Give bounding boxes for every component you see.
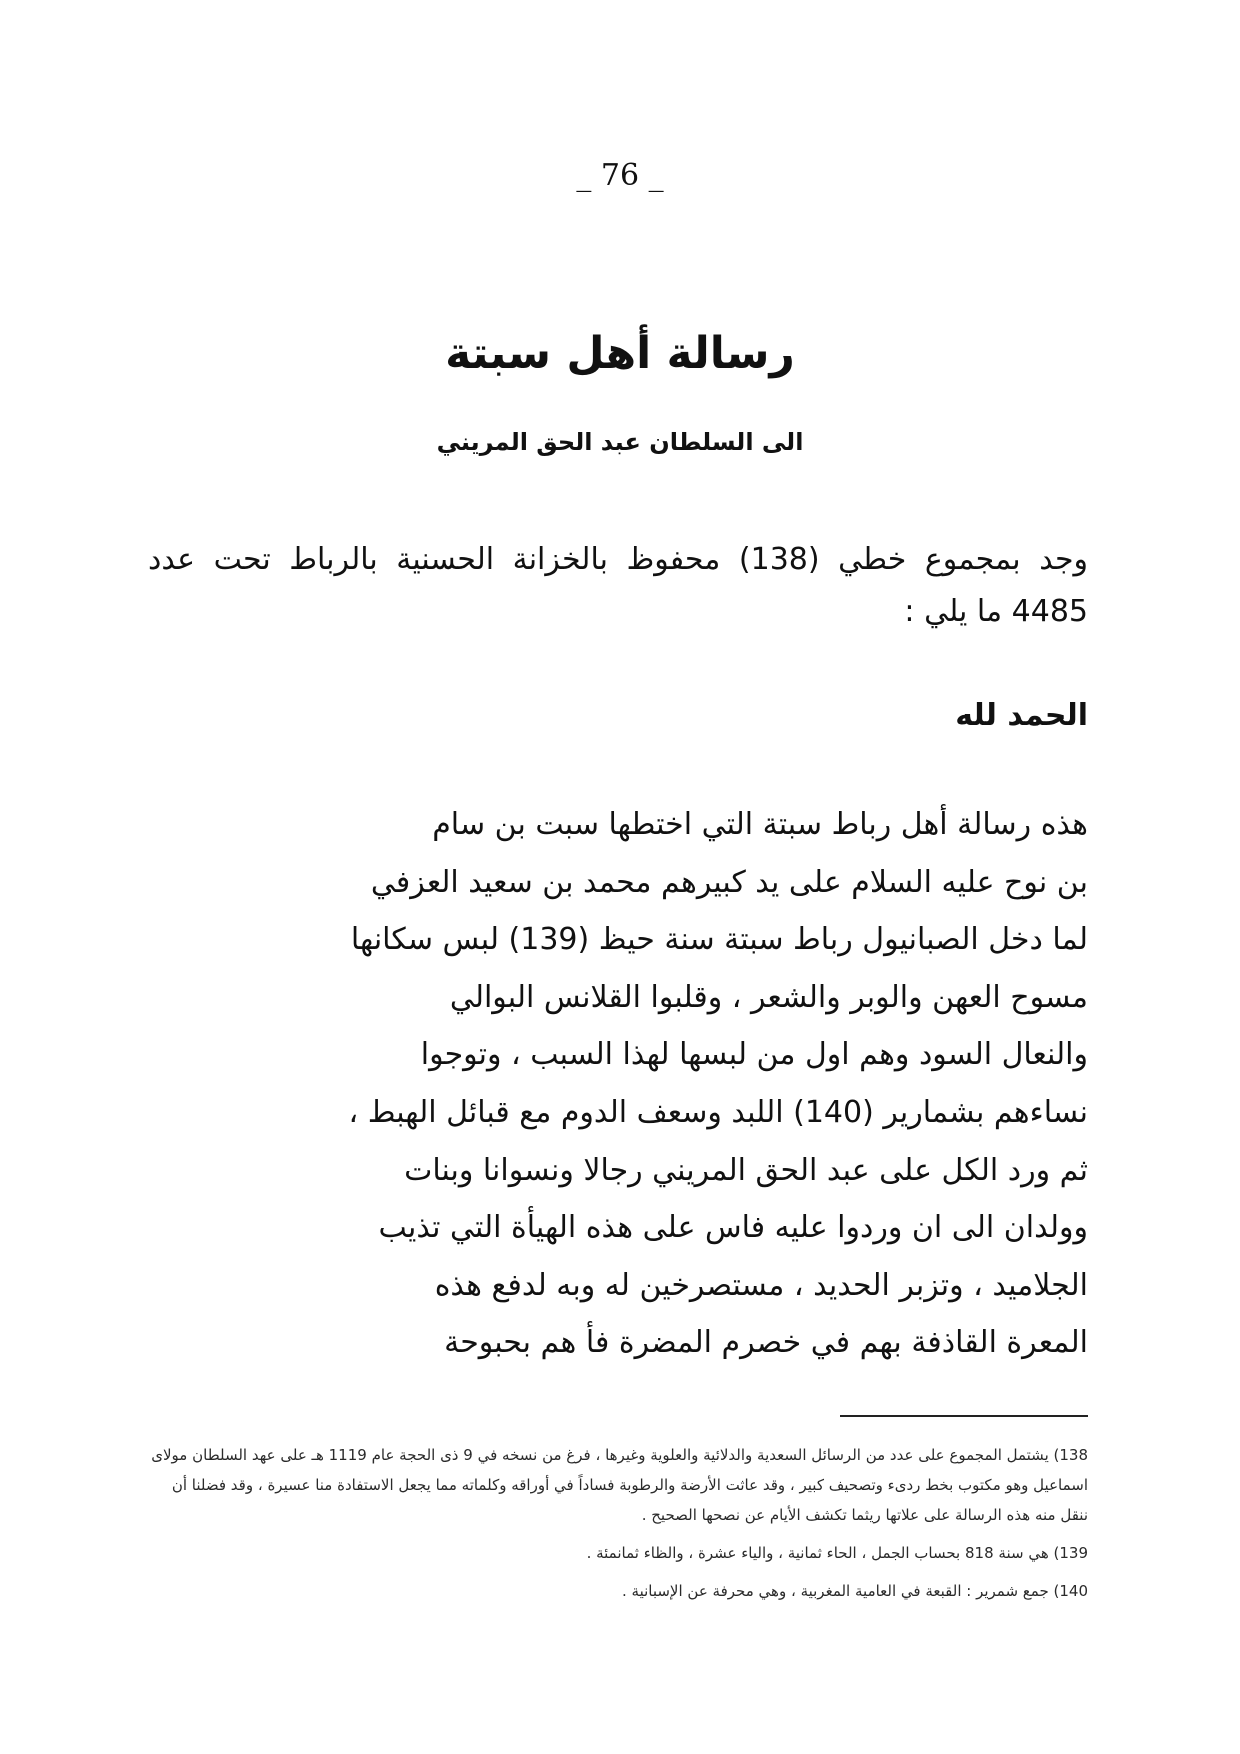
page-subtitle: الى السلطان عبد الحق المريني xyxy=(436,428,804,456)
footnote-140: 140) جمع شمرير : القبعة في العامية المغربية ، وهي محرفة عن الإسبانية . xyxy=(621,1582,1088,1600)
body-line: والنعال السود وهم اول من لبسها لهذا السبب ، وتوجوا xyxy=(420,1037,1088,1073)
body-line: بن نوح عليه السلام على يد كبيرهم محمد بن سعيد العزفي xyxy=(370,864,1088,900)
body-line: المعرة القاذفة بهم في خصرم المضرة فأ هم بحبوحة xyxy=(444,1325,1088,1361)
body-line: وولدان الى ان وردوا عليه فاس على هذه الهيأة التي تذيب xyxy=(378,1210,1088,1246)
footnotes xyxy=(148,1440,1088,1614)
body-line: هذه رسالة أهل رباط سبتة التي اختطها سبت بن سام xyxy=(432,807,1088,842)
intro-paragraph: وجد بمجموع خطي (138) محفوظ بالخزانة الحسنية بالرباط تحت عدد 4485 ما يلي : xyxy=(148,542,1088,629)
page-number: _ 76 _ xyxy=(576,158,664,193)
praise-heading: الحمد لله xyxy=(955,698,1088,733)
body-line: نساءهم بشمارير (140) اللبد وسعف الدوم مع قبائل الهبط ، xyxy=(348,1094,1088,1130)
letter-body xyxy=(148,796,1088,1372)
footnote-138: 138) يشتمل المجموع على عدد من الرسائل السعدية والدلائية والعلوية وغيرها ، فرغ من نسخه في 9 ذى الحجة عام 1119 هـ على عهد السلطان مولاى اسماعيل وهو مكتوب بخط ردىء وتصحيف كبير ، وقد عاثت الأرضة والرطوبة فساداً في أوراقه وكلماته مما يجعل الاستفادة منا عسيرة ، وقد فضلنا أن ننقل منه هذه الرسالة على علاتها ريثما تكشف الأيام عن نصحها الصحيح . xyxy=(151,1446,1088,1524)
footnote-139: 139) هي سنة 818 بحساب الجمل ، الحاء ثمانية ، والياء عشرة ، والظاء ثمانمئة . xyxy=(586,1544,1088,1562)
body-line: لما دخل الصبانيول رباط سبتة سنة حيظ (139) لبس سكانها xyxy=(350,922,1088,958)
body-line: الجلاميد ، وتزبر الحديد ، مستصرخين له وبه لدفع هذه xyxy=(434,1267,1088,1303)
body-line: مسوح العهن والوبر والشعر ، وقلبوا القلانس البوالي xyxy=(449,979,1088,1015)
page-title: رسالة أهل سبتة xyxy=(445,328,795,379)
body-line: ثم ورد الكل على عبد الحق المريني رجالا ونسوانا وبنات xyxy=(404,1152,1088,1188)
footnote-divider xyxy=(840,1415,1088,1417)
